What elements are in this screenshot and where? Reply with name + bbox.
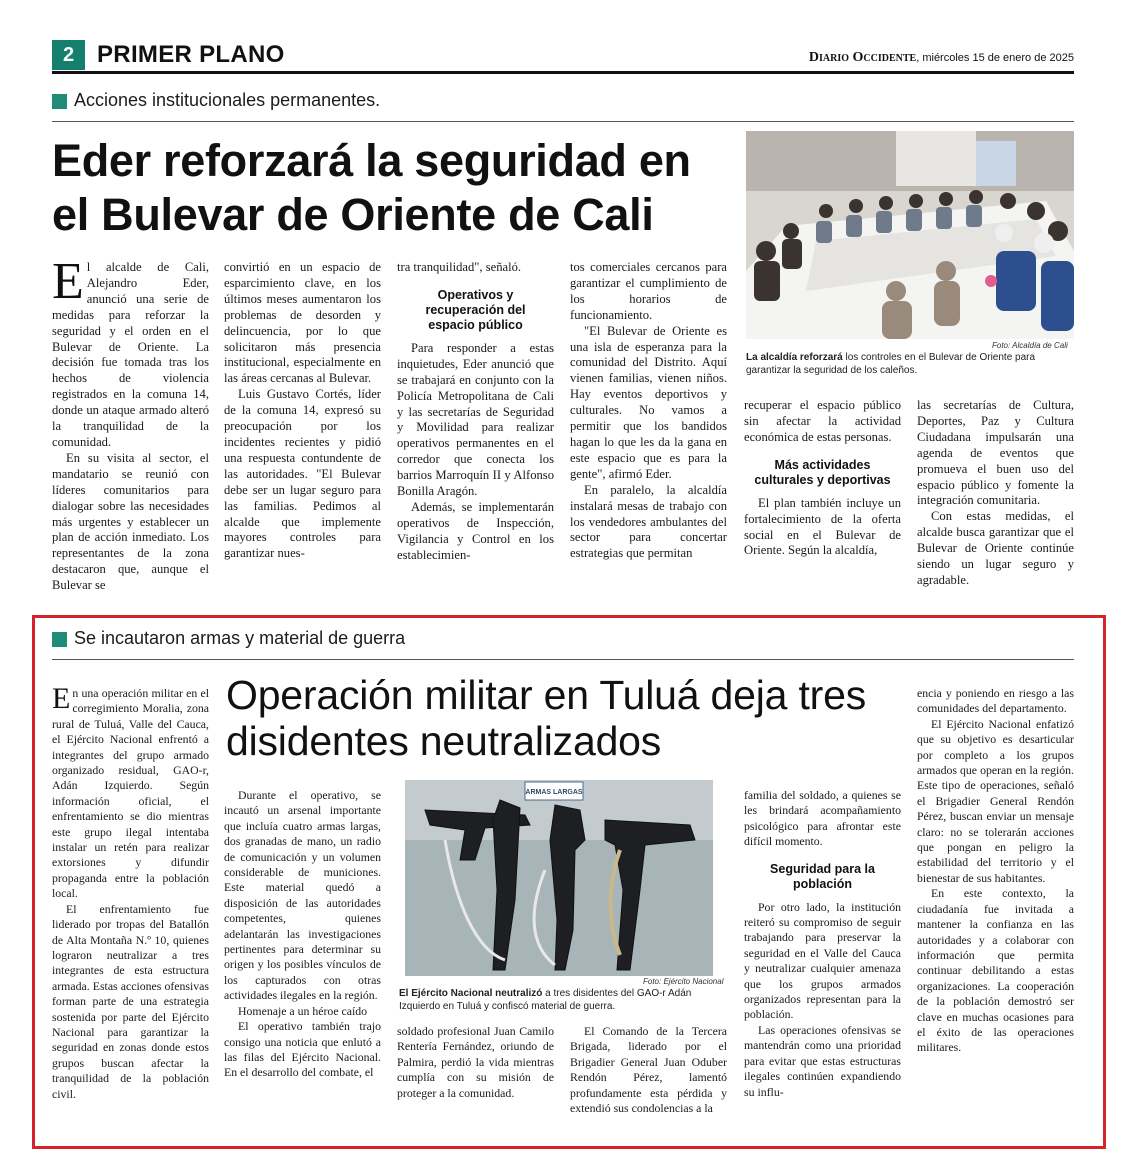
caption-bold: La alcaldía reforzará bbox=[746, 352, 843, 363]
dropcap-letter: E bbox=[52, 253, 84, 310]
article1-column-1 bbox=[52, 253, 209, 594]
meeting-photo-illustration bbox=[746, 131, 1074, 339]
paragraph: El operativo también trajo consigo una noticia que enlutó a las filas del Ejército Nacional. En el desarrollo del combate, el bbox=[224, 1019, 381, 1080]
masthead-line bbox=[809, 50, 1074, 66]
article1-column-2 bbox=[224, 260, 381, 562]
page-header bbox=[52, 40, 1074, 74]
caption-bold: El Ejército Nacional neutralizó bbox=[399, 988, 543, 999]
article1-headline: Eder reforzará la seguridad en el Bulevar de Oriente de Cali bbox=[52, 135, 691, 240]
paragraph: Las operaciones ofensivas se mantendrán como una prioridad para evitar que estas estructuras ilegales continúen expandiendo su influ- bbox=[744, 1022, 901, 1099]
article2-kicker-text: Se incautaron armas y material de guerra bbox=[74, 628, 406, 648]
article2-column-6 bbox=[917, 686, 1074, 1056]
subheading-actividades: Más actividades culturales y deportivas bbox=[754, 457, 891, 487]
paragraph: En paralelo, la alcaldía instalará mesas de trabajo con los vendedores ambulantes del sector para concertar estrategias que permitan bbox=[570, 482, 727, 561]
article2-column-5 bbox=[744, 788, 901, 1100]
paragraph: recuperar el espacio público sin afectar la actividad económica de estas personas. bbox=[744, 398, 901, 444]
paragraph: familia del soldado, a quienes se les brindará acompañamiento psicológico para afrontar este difícil momento. bbox=[744, 788, 901, 849]
paragraph: En este contexto, la ciudadanía fue invitada a mantener la confianza en las autoridades y a colaborar con información que permita continuar debilitando a estas organizaciones. La cooperación de la población demostró ser clave en muchas ocasiones para el éxito de las operaciones militares. bbox=[917, 886, 1074, 1055]
article2-photo-credit: Foto: Ejército Nacional bbox=[643, 977, 724, 986]
article1-column-3 bbox=[397, 260, 554, 564]
article1-photo-caption bbox=[746, 351, 1074, 377]
paragraph: El Ejército Nacional enfatizó que su objetivo es desarticular por completo a los grupos armados que operan en la región. Este tipo de operaciones, señaló el Brigadier General Rendón Pérez, buscan enviar un mensaje claro: no se tolerarán acciones que pongan en peligro la estabilidad del territorio y el bienestar de sus habitantes. bbox=[917, 716, 1074, 885]
paragraph: las secretarías de Cultura, Deportes, Paz y Cultura Ciudadana impulsarán una agenda de eventos que promueva el buen uso del espacio público y fomente la integración comunitaria. bbox=[917, 398, 1074, 508]
article2-photo-caption bbox=[399, 987, 719, 1013]
paragraph: Luis Gustavo Cortés, líder de la comuna 14, expresó su preocupación por los incidentes recientes y pidió una respuesta contundente de las autoridades. "El Bulevar debe ser un lugar seguro para las familias. Pedimos al alcalde que implemente mayores controles para garantizar nues- bbox=[224, 387, 381, 561]
paragraph: El Comando de la Tercera Brigada, liderado por el Brigadier General Juan Oduber Rendón Pérez, lamentó profundamente esta pérdida y extendió sus condolencias a la bbox=[570, 1024, 727, 1116]
paragraph: Por otro lado, la institución reiteró su compromiso de seguir trabajando para preservar la seguridad en el Valle del Cauca y neutralizar cualquier amenaza que los grupos armados organizados representan para la población. bbox=[744, 899, 901, 1022]
article2-column-3 bbox=[397, 1024, 554, 1101]
paragraph: convirtió en un espacio de esparcimiento clave, en los últimos meses aumentaron los problemas de desorden y delincuencia, por lo que solicitaron más presencia institucional, especialmente en las áreas cercanas al Bulevar. bbox=[224, 260, 381, 386]
paragraph: El plan también incluye un fortalecimiento de la oferta social en el Bulevar de Oriente. Según la alcaldía, bbox=[744, 495, 901, 558]
weapons-photo-illustration bbox=[405, 780, 713, 976]
paragraph: tos comerciales cercanos para garantizar el cumplimiento de los horarios de funcionamiento. bbox=[570, 260, 727, 322]
subheading-homenaje: Homenaje a un héroe caído bbox=[238, 1003, 368, 1018]
issue-date: , miércoles 15 de enero de 2025 bbox=[916, 52, 1074, 64]
paragraph: n una operación militar en el corregimiento Moralia, zona rural de Tuluá, Valle del Cauca, el Ejército Nacional enfrentó a integrantes del grupo armado organizado residual, GAO-r, Adán Izquierdo. Según información oficial, el enfrentamiento se dio mientras este grupo ilegal intentaba instalar un retén para realizar extorsiones y difundir propaganda entre la población local. bbox=[52, 686, 209, 901]
paragraph: encia y poniendo en riesgo a las comunidades del departamento. bbox=[917, 686, 1074, 716]
article2-kicker bbox=[52, 628, 1074, 649]
caption-text: los controles en el Bulevar de Oriente para garantizar la seguridad de los caleños. bbox=[746, 352, 1036, 376]
dropcap-letter: E bbox=[52, 682, 71, 715]
subheading-operativos: Operativos y recuperación del espacio público bbox=[425, 287, 526, 332]
paragraph: Durante el operativo, se incautó un arsenal importante que incluía cuatro armas largas, dos granadas de mano, un radio de comunicación y un volumen considerable de municiones. Este material quedó a disposición de las autoridades competentes, quienes adelantarán las investigaciones pertinentes para determinar su origen y los posibles vínculos de los capturados con otras actividades ilegales en la región. bbox=[224, 788, 381, 1003]
paragraph: tra tranquilidad", señaló. bbox=[397, 260, 522, 274]
caption-text: a tres disidentes del GAO-r Adán Izquierdo en Tuluá y confiscó material de guerra. bbox=[399, 988, 692, 1012]
article1-column-4 bbox=[570, 260, 727, 562]
paragraph: En su visita al sector, el mandatario se reunió con líderes comunitarios para dialogar sobre las necesidades más urgentes y establecer un plan de acción inmediato. Los representantes de la zona destacaron que, aunque el Bulevar se bbox=[52, 450, 209, 593]
subheading-seguridad: Seguridad para la población bbox=[770, 861, 875, 891]
article2-headline: Operación militar en Tuluá deja tres disidentes neutralizados bbox=[226, 672, 867, 764]
article1-kicker-rule bbox=[52, 121, 1074, 122]
article1-kicker bbox=[52, 90, 1074, 111]
article1-photo-credit: Foto: Alcaldía de Cali bbox=[992, 341, 1068, 350]
paragraph: Además, se implementarán operativos de Inspección, Vigilancia y Control en los establecimien- bbox=[397, 499, 554, 562]
paragraph: l alcalde de Cali, Alejandro Eder, anunció una serie de medidas para reforzar la seguridad y el orden en el Bulevar de Oriente. La decisión fue tomada tras los hechos de violencia registrados en la comuna 14, donde un ataque armado alteró la tranquilidad de la comunidad. bbox=[52, 260, 209, 449]
article1-column-6 bbox=[917, 398, 1074, 589]
article1-kicker-text: Acciones institucionales permanentes. bbox=[74, 90, 381, 110]
paragraph: Para responder a estas inquietudes, Eder anunció que se trabajará en conjunto con la Policía Metropolitana de Cali y las secretarías de Seguridad y Movilidad para realizar operativos permanentes en el corredor que conecta los barrios Marroquín II y Alfonso Bonilla Aragón. bbox=[397, 340, 554, 499]
page-number: 2 bbox=[52, 40, 85, 70]
paragraph: Con estas medidas, el alcalde busca garantizar que el Bulevar de Oriente continúe siendo un lugar seguro y agradable. bbox=[917, 509, 1074, 587]
article2-column-4 bbox=[570, 1024, 727, 1116]
kicker-square-icon bbox=[52, 632, 67, 647]
photo-badge-text: ARMAS LARGAS bbox=[525, 789, 583, 796]
kicker-square-icon bbox=[52, 94, 67, 109]
article2-column-1 bbox=[52, 682, 209, 1102]
weapons-photo bbox=[405, 780, 713, 976]
meeting-photo bbox=[746, 131, 1074, 339]
paragraph: El enfrentamiento fue liderado por tropas del Batallón de Alta Montaña N.º 10, quienes lograron neutralizar a tres integrantes de esta estructura armada. Estas acciones ofensivas forman parte de una estrategia sostenida por parte del Ejército Nacional para garantizar la seguridad en zonas donde estos grupos buscan afectar la tranquilidad de la población civil. bbox=[52, 901, 209, 1101]
paragraph: soldado profesional Juan Camilo Rentería Fernández, oriundo de Palmira, perdió la vida mientras cumplía con su misión de proteger a la comunidad. bbox=[397, 1024, 554, 1100]
paragraph: "El Bulevar de Oriente es una isla de esperanza para la comunidad del Distrito. Aquí vienen familias, vienen niños. Hay eventos deportivos y culturales. No vamos a permitir que los bandidos hagan lo que les da la gana en este espacio que es para la gente", afirmó Eder. bbox=[570, 323, 727, 481]
article2-kicker-rule bbox=[52, 659, 1074, 660]
article2-column-2 bbox=[224, 788, 381, 1081]
newspaper-name: Diario Occidente bbox=[808, 50, 917, 65]
article1-column-5 bbox=[744, 398, 901, 559]
section-title: PRIMER PLANO bbox=[97, 41, 285, 68]
